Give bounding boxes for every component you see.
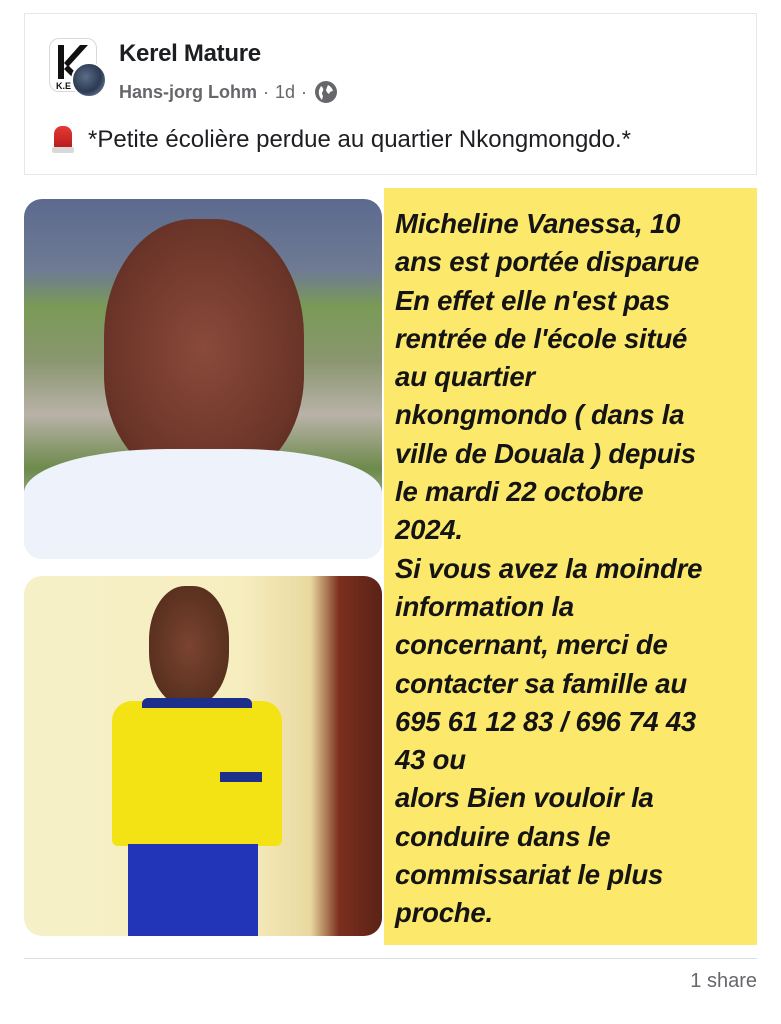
info-line: le mardi 22 octobre: [395, 476, 644, 508]
police-siren-icon: [52, 126, 74, 154]
missing-child-photo-uniform[interactable]: [24, 576, 382, 936]
info-line: contacter sa famille au: [395, 667, 687, 699]
info-line: 2024.: [395, 514, 463, 546]
photo-clothing: [128, 844, 258, 936]
info-line: rentrée de l'école situé: [395, 322, 688, 354]
info-line: 43 ou: [395, 744, 466, 776]
info-line: Micheline Vanessa, 10: [395, 208, 681, 239]
photo-clothing: [142, 698, 252, 726]
missing-child-photo-portrait[interactable]: [24, 199, 382, 559]
info-line: proche.: [395, 897, 493, 929]
info-line: concernant, merci de: [395, 629, 668, 661]
caption-text: *Petite écolière perdue au quartier Nkongmongdo.*: [88, 126, 632, 153]
page-avatar[interactable]: [49, 38, 105, 94]
missing-person-info-panel: [384, 188, 757, 945]
photo-clothing: [220, 772, 262, 782]
info-line: alors Bien vouloir la: [395, 782, 654, 814]
photo-clothing: [24, 449, 382, 559]
post-time-link[interactable]: 1d: [275, 81, 296, 102]
info-line: commissariat le plus: [395, 859, 664, 891]
meta-separator: ·: [263, 81, 269, 102]
info-line: Si vous avez la moindre: [395, 552, 703, 584]
footer-divider: [24, 958, 757, 959]
photo-subject: [149, 586, 229, 706]
info-line: au quartier: [395, 361, 535, 393]
info-line: En effet elle n'est pas: [395, 284, 671, 316]
info-line: nkongmondo ( dans la: [395, 399, 685, 431]
post-meta: [119, 81, 337, 103]
info-line: ans est portée disparue: [395, 246, 700, 278]
author-avatar[interactable]: [71, 62, 107, 98]
globe-icon[interactable]: [315, 81, 337, 103]
info-line: ville de Douala ) depuis: [395, 437, 696, 469]
info-line: conduire dans le: [395, 820, 611, 852]
info-text: [395, 205, 757, 933]
meta-separator: ·: [301, 81, 308, 102]
share-count[interactable]: 1 share: [690, 970, 757, 992]
author-name-link[interactable]: Hans-jorg Lohm: [119, 81, 257, 102]
photo-subject: [104, 219, 304, 479]
info-line: information la: [395, 590, 575, 622]
svg-text:K.E: K.E: [56, 81, 72, 91]
post-caption: [52, 126, 631, 154]
page-name-link[interactable]: Kerel Mature: [119, 40, 261, 67]
info-line: 695 61 12 83 / 696 74 43: [395, 705, 697, 737]
